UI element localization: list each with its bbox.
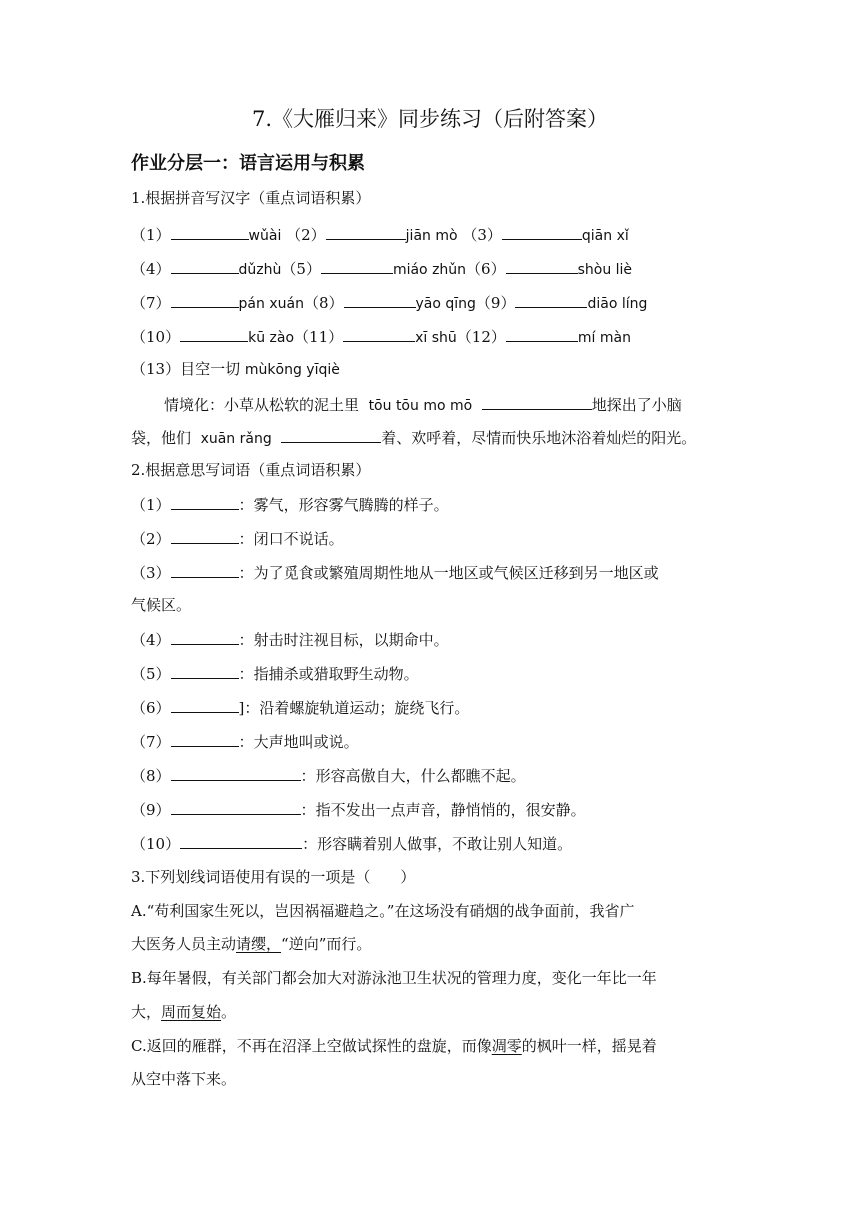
q1-row-2: （4） dǔzhù（5） miáo zhǔn（6） shòu liè [131,257,632,281]
q3-option-b-line-2: 大，周而复始。 [131,1003,237,1021]
answer-blank[interactable] [343,325,415,342]
answer-blank[interactable] [171,696,239,713]
q2-item: （3） ：为了觅食或繁殖周期性地从一地区或气候区迁移到另一地区或 [131,561,659,584]
answer-blank[interactable] [171,764,301,781]
answer-blank[interactable] [506,325,578,342]
q1-row-3: （7） pán xuán（8） yāo qīng（9） diāo líng [131,291,647,315]
answer-blank[interactable] [171,527,239,544]
q2-item: （9） ：指不发出一点声音，静悄悄的，很安静。 [131,798,586,821]
section-heading: 作业分层一：语言运用与积累 [131,153,365,174]
answer-blank[interactable] [180,832,302,849]
answer-blank[interactable] [171,730,239,747]
answer-blank[interactable] [515,291,587,308]
q2-item: （2） ：闭口不说话。 [131,527,344,550]
q1-row-4: （10） kū zào（11） xī shū（12） mí màn [131,325,631,349]
q2-heading: 2.根据意思写词语（重点词语积累） [131,461,371,479]
q2-item: （7） ：大声地叫或说。 [131,730,359,753]
answer-blank[interactable] [171,493,239,510]
answer-blank[interactable] [506,257,578,274]
underlined-word: 请缨， [236,935,282,953]
answer-blank[interactable] [171,257,239,274]
q3-option-a-line-2: 大医务人员主动请缨，“逆向”而行。 [131,935,372,953]
q2-item: （10） ：形容瞒着别人做事，不敢让别人知道。 [131,832,572,855]
q2-item: （4） ：射击时注视目标，以期命中。 [131,628,449,651]
answer-blank[interactable] [344,291,416,308]
q3-option-b-line-1: B.每年暑假，有关部门都会加大对游泳池卫生状况的管理力度，变化一年比一年 [131,969,657,987]
q3-option-c-line-1: C.返回的雁群，不再在沼泽上空做试探性的盘旋，而像凋零的枫叶一样，摇晃着 [131,1037,657,1055]
q2-item: （8） ：形容高傲自大，什么都瞧不起。 [131,764,526,787]
answer-blank[interactable] [171,798,301,815]
answer-blank[interactable] [326,223,406,240]
q1-context-line-2: 袋，他们 xuān rǎng 着、欢呼着，尽情而快乐地沐浴着灿烂的阳光。 [131,426,696,450]
q2-item: （6） ]：沿着螺旋轨道运动；旋绕飞行。 [131,696,469,719]
page-title: 7.《大雁归来》同步练习（后附答案） [251,107,609,131]
q1-heading: 1.根据拼音写汉字（重点词语积累） [131,189,371,207]
answer-blank[interactable] [171,662,239,679]
q2-item: （5） ：指捕杀或猎取野生动物。 [131,662,419,685]
answer-blank[interactable] [171,291,239,308]
answer-blank[interactable] [281,426,381,443]
answer-blank[interactable] [171,223,249,240]
q2-item-continuation: 气候区。 [131,596,192,614]
answer-blank[interactable] [482,393,592,410]
answer-blank[interactable] [171,561,239,578]
q1-context-line-1: 情境化：小草从松软的泥土里 tōu tōu mo mō 地探出了小脑 [164,393,682,417]
q1-row-5: （13）目空一切 mùkōng yīqiè [131,360,340,378]
q3-option-a-line-1: A.“苟利国家生死以，岂因祸福避趋之。”在这场没有硝烟的战争面前，我省广 [131,902,635,920]
answer-blank[interactable] [321,257,393,274]
answer-blank[interactable] [180,325,248,342]
q2-item: （1） ：雾气，形容雾气腾腾的样子。 [131,493,449,516]
q3-heading: 3.下列划线词语使用有误的一项是（ ） [131,868,416,886]
underlined-word: 凋零 [491,1037,522,1055]
answer-blank[interactable] [171,628,239,645]
underlined-word: 周而复始 [161,1003,222,1021]
q3-option-c-line-2: 从空中落下来。 [131,1070,237,1088]
answer-blank[interactable] [502,223,582,240]
q1-row-1: （1） wǔài （2） jiān mò （3） qiān xǐ [131,223,629,247]
